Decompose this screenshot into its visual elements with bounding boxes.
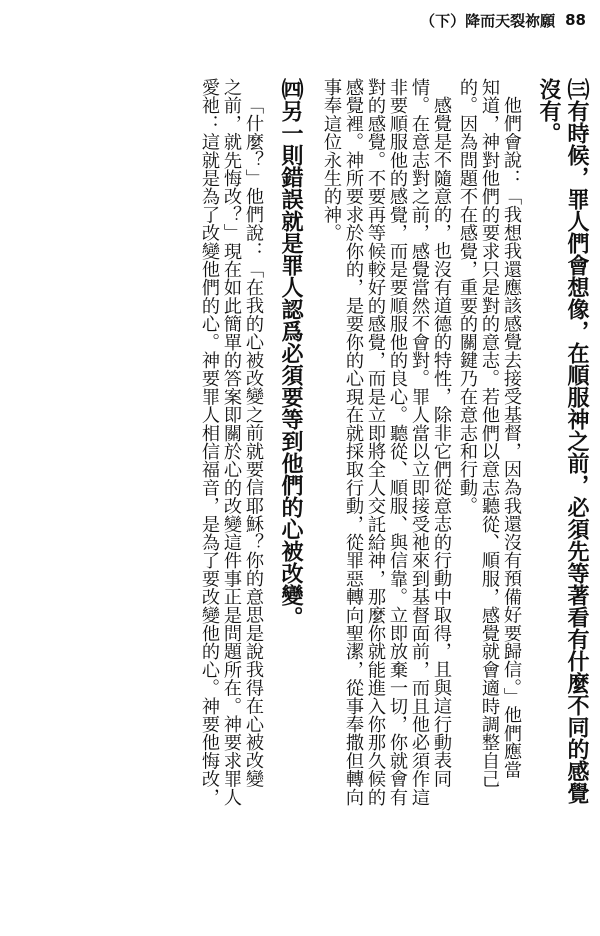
paragraph-2-line: 事奉這位永生的神。 [321,78,342,242]
paragraph-2-line: 情。在意志對之前，感覺當然不會對。罪人當以立即接受祂來到基督面前，而且他必須作這 [409,78,430,806]
paragraph-1-line: 知道，神對他們的要求只是對的意志。若他們以意志聽從、順服，感覺就會適時調整自己 [479,78,500,788]
paragraph-3-line: 「什麼？」他們說：「在我的心被改變之前就要信耶穌？你的意思是說我得在心被改變 [243,96,264,788]
paragraph-2-line: 非要順服他的感覺，而是要順服他的良心。聽從、順服、與信靠。立即放棄一切，你就會有 [387,78,408,806]
vertical-text-body [6,78,590,930]
paragraph-2-line: 對的感覺。不要再等候較好的感覺，而是立即將全人交託給神，那麼你就能進入你那久候的 [365,78,386,806]
section-3-heading-line: ㈢有時候，罪人們會想像，在順服神之前，必須先等著看有什麼不同的感覺 [564,78,589,804]
paragraph-3-line: 愛祂：這就是為了改變他們的心。神要罪人相信福音，是為了要改變他的心。神要他悔改， [199,78,220,806]
paragraph-1-line: 他們會說：「我想我還應該感覺去接受基督，因為我還沒有預備好要歸信。」他們應當 [501,96,522,779]
page-number: 88 [565,11,586,29]
section-3-heading-line: 沒有。 [536,78,561,144]
section-4-heading: ㈣另一則錯誤就是罪人認爲必須要等到他們的心被改變。 [278,78,303,628]
paragraph-1-line: 的。因為問題不在感覺，重要的關鍵乃在意志和行動。 [457,78,478,515]
paragraph-2-line: 感覺是不隨意的，也沒有道德的特性，除非它們從意志的行動中取得，且與這行動表同 [431,96,452,788]
running-header [420,8,586,32]
chapter-title: （下）降而天裂祢願 [420,11,556,30]
paragraph-3-line: 之前，就先悔改？」現在如此簡單的答案即關於心的改變這件事正是問題所在。神要求罪人 [221,78,242,806]
paragraph-2-line: 感覺裡。神所要求於你的，是要你的心現在就採取行動，從罪惡轉向聖潔，從事奉撒但轉向 [343,78,364,806]
